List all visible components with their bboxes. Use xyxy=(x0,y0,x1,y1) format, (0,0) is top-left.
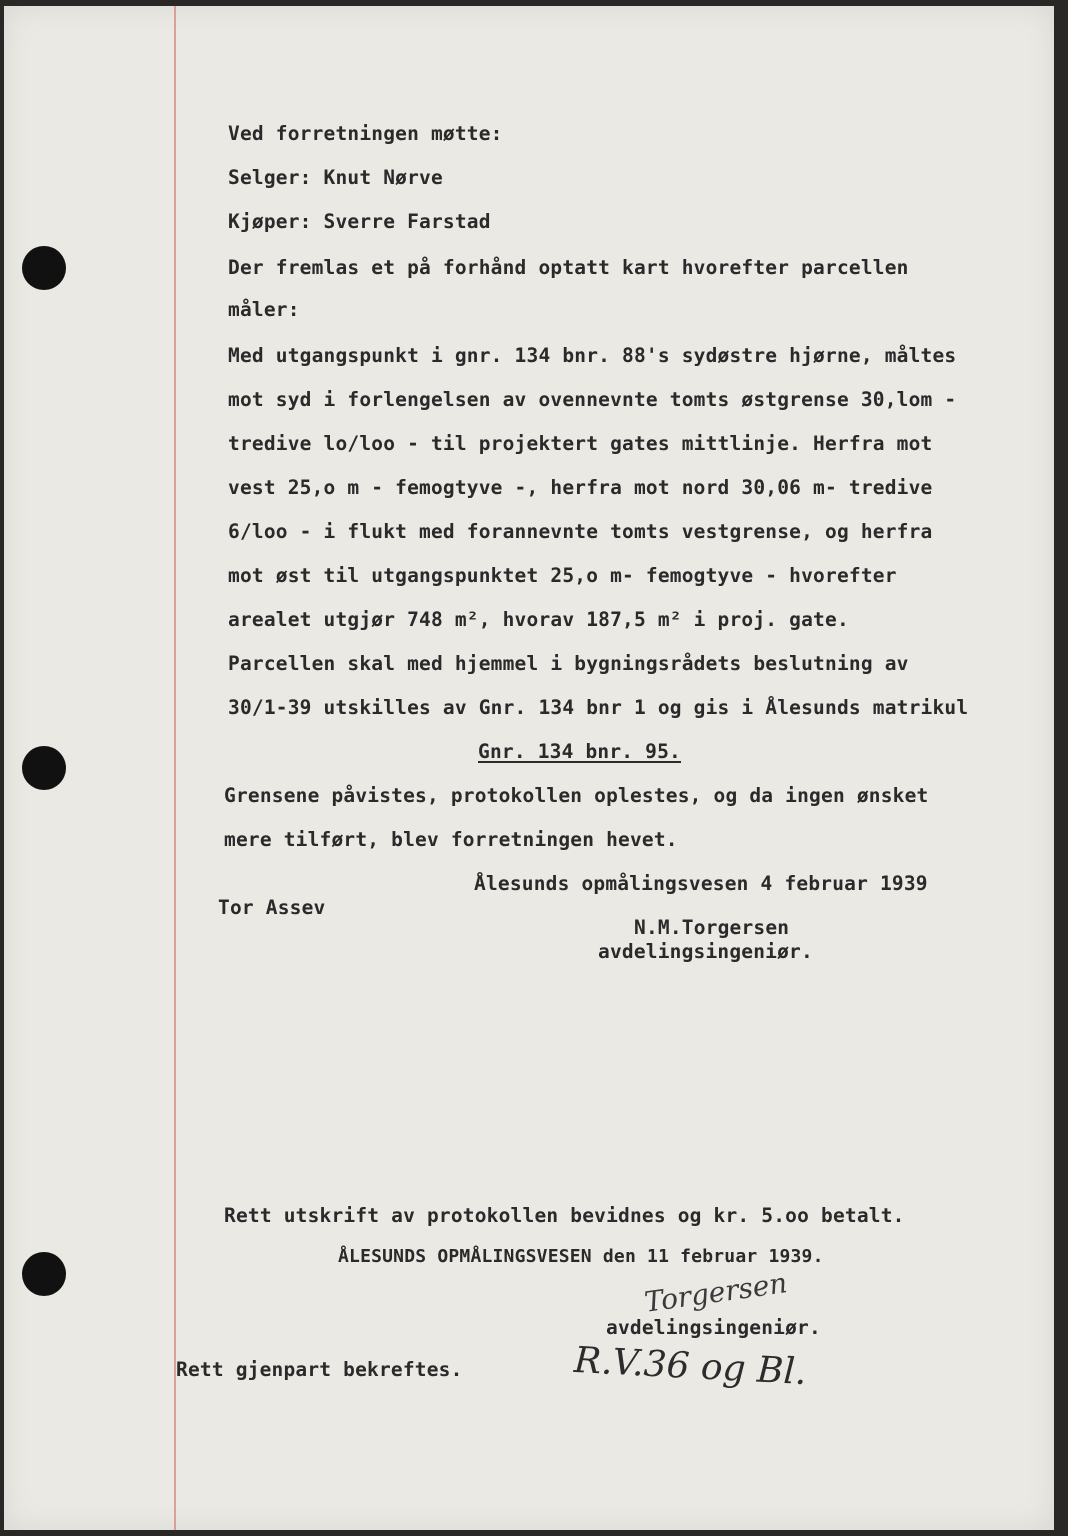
text-line: vest 25,o m - femogtyve -, herfra mot nord 30,06 m- tredive xyxy=(228,476,933,499)
certification-text: Rett utskrift av protokollen bevidnes og kr. 5.oo betalt. xyxy=(224,1204,905,1227)
parcel-number: Gnr. 134 bnr. 95. xyxy=(478,740,681,763)
text-line: mere tilført, blev forretningen hevet. xyxy=(224,828,678,851)
text-line: tredive lo/loo - til projektert gates mittlinje. Herfra mot xyxy=(228,432,933,455)
text-line: Ved forretningen møtte: xyxy=(228,122,503,145)
signer-title: avdelingsingeniør. xyxy=(606,1316,821,1339)
handwritten-signature: Torgersen xyxy=(642,1266,790,1319)
copy-confirmation: Rett gjenpart bekreftes. xyxy=(176,1358,463,1381)
text-line: 30/1-39 utskilles av Gnr. 134 bnr 1 og gis i Ålesunds matrikul xyxy=(228,696,969,719)
text-line: Selger: Knut Nørve xyxy=(228,166,443,189)
document-page xyxy=(4,6,1054,1530)
text-line: Parcellen skal med hjemmel i bygningsrådets beslutning av xyxy=(228,652,909,675)
margin-rule xyxy=(174,6,176,1530)
place-date: Ålesunds opmålingsvesen 4 februar 1939 xyxy=(474,872,928,895)
punch-hole xyxy=(22,246,66,290)
witness-name: Tor Assev xyxy=(218,896,326,919)
text-line: Med utgangspunkt i gnr. 134 bnr. 88's sydøstre hjørne, måltes xyxy=(228,344,957,367)
text-line: Kjøper: Sverre Farstad xyxy=(228,210,491,233)
punch-hole xyxy=(22,746,66,790)
text-line: arealet utgjør 748 m², hvorav 187,5 m² i proj. gate. xyxy=(228,608,849,631)
text-line: Grensene påvistes, protokollen oplestes, og da ingen ønsket xyxy=(224,784,929,807)
text-line: mot syd i forlengelsen av ovennevnte tomts østgrense 30,lom - xyxy=(228,388,957,411)
office-date: ÅLESUNDS OPMÅLINGSVESEN den 11 februar 1939. xyxy=(338,1246,824,1267)
text-line: måler: xyxy=(228,298,300,321)
signer-name: N.M.Torgersen xyxy=(634,916,790,939)
punch-hole xyxy=(22,1252,66,1296)
handwritten-note: R.V.36 og Bl. xyxy=(573,1339,808,1394)
text-line: Der fremlas et på forhånd optatt kart hvorefter parcellen xyxy=(228,256,909,279)
signer-title: avdelingsingeniør. xyxy=(598,940,813,963)
text-line: 6/loo - i flukt med forannevnte tomts vestgrense, og herfra xyxy=(228,520,933,543)
text-line: mot øst til utgangspunktet 25,o m- femogtyve - hvorefter xyxy=(228,564,897,587)
